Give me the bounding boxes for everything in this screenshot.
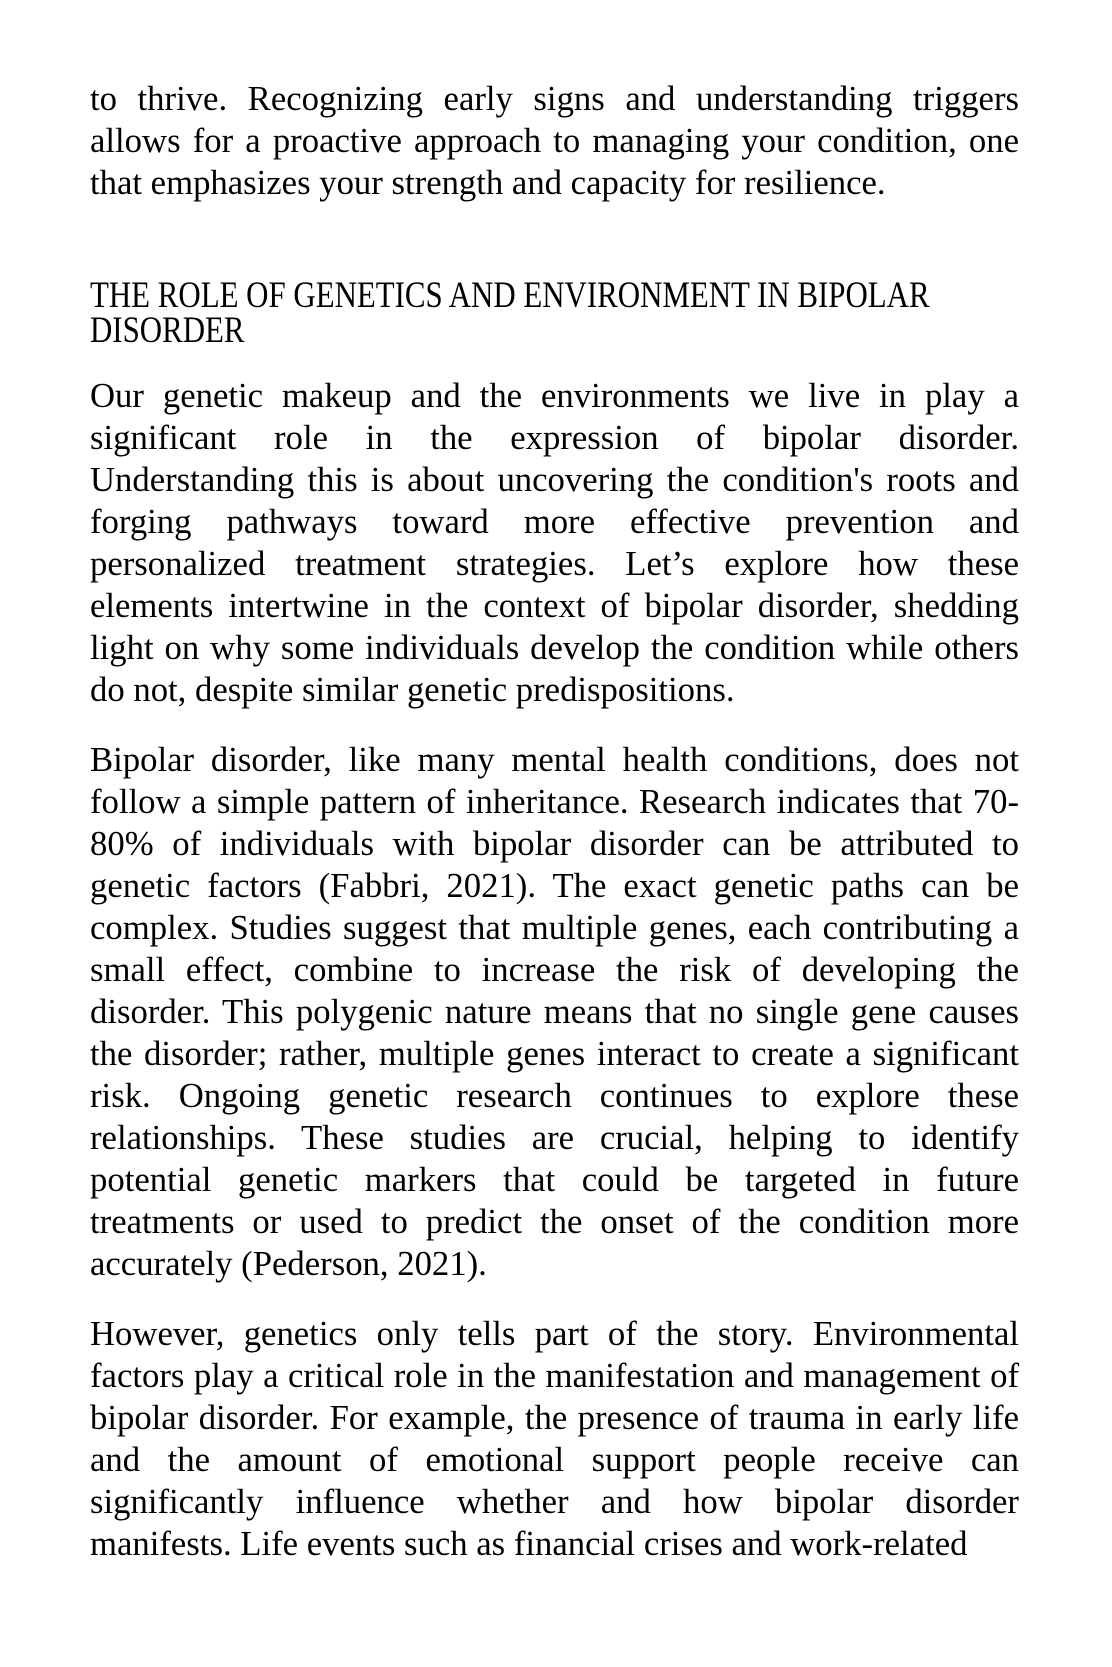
section-heading-genetics-environment: THE ROLE OF GENETICS AND ENVIRONMENT IN BIPOLAR DISORDER [90,275,930,351]
paragraph-inheritance-research: Bipolar disorder, like many mental health conditions, does not follow a simple pattern of inheritance. Research indicates that 70-80% of individuals with bipolar disorder can be attributed to genetic factors (Fabbri, 2021). The exact genetic paths can be complex. Studies suggest that multiple genes, each contributing a small effect, combine to increase the risk of developing the disorder. This polygenic nature means that no single gene causes the disorder; rather, multiple genes interact to create a significant risk. Ongoing genetic research continues to explore these relationships. These studies are crucial, helping to identify potential genetic markers that could be targeted in future treatments or used to predict the onset of the condition more accurately (Pederson, 2021). [90,740,1019,1283]
paragraph-environmental-factors: However, genetics only tells part of the story. Environmental factors play a critical role in the manifestation and management of bipolar disorder. For example, the presence of trauma in early life and the amount of emotional support people receive can significantly influence whether and how bipolar disorder manifests. Life events such as financial crises and work-related [90,1314,1019,1563]
paragraph-continuation-resilience: to thrive. Recognizing early signs and understanding triggers allows for a proactive approach to managing your condition, one that emphasizes your strength and capacity for resilience. [90,79,1019,202]
paragraph-genetic-makeup: Our genetic makeup and the environments we live in play a significant role in the expression of bipolar disorder. Understanding this is about uncovering the condition's roots and forging pathways toward more effective prevention and personalized treatment strategies. Let’s explore how these elements intertwine in the context of bipolar disorder, shedding light on why some individuals develop the condition while others do not, despite similar genetic predispositions. [90,376,1019,709]
